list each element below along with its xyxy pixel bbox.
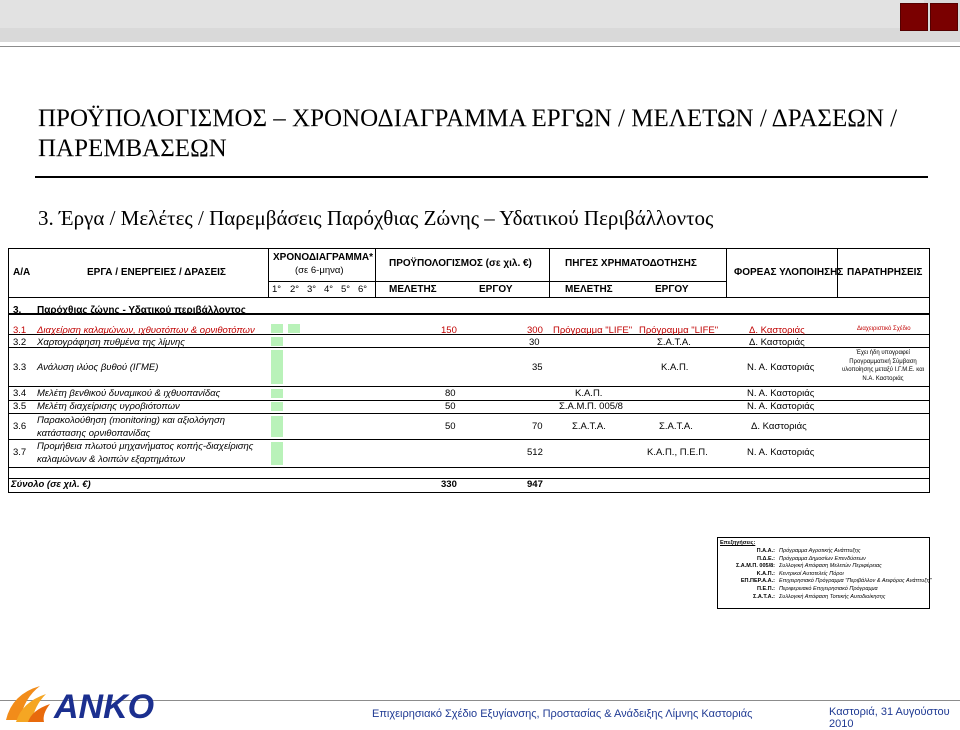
legend-title: Επεξηγήσεις: [720,540,756,546]
row-fund-study: Σ.Α.Τ.Α. [657,337,691,348]
schedule-cell [271,389,283,398]
col-header-funding: ΠΗΓΕΣ ΧΡΗΜΑΤΟΔΟΤΗΣΗΣ [565,258,697,269]
legend-key: Π.Ε.Π.: [756,586,775,592]
legend-item [718,548,929,556]
row-study: 80 [445,388,456,399]
legend-key: Σ.Α.Τ.Α.: [753,593,775,600]
col-header-schedule: ΧΡΟΝΟΔΙΑΓΡΑΜΜΑ* [273,252,373,263]
row-rule [9,478,929,479]
semester-label: 4° [324,284,334,295]
col-header-schedule-unit: (σε 6-μηνα) [295,265,344,276]
col-rule [375,249,376,297]
col-header-aa: Α/Α [13,267,31,278]
row-study: 50 [445,421,456,432]
logo-text: ANKO [54,688,155,726]
row-fund-study: Κ.Α.Π. [661,362,689,373]
header-rule [268,281,726,282]
legend-box [717,537,930,609]
row-label: Παρακολούθηση (monitoring) και αξιολόγηση κατάστασης ορνιθοπανίδας [37,415,226,439]
col-rule [268,249,269,297]
row-fund-study: Πρόγραμμα "LIFE" [553,325,633,336]
row-agency: Δ. Καστοριάς [749,325,805,336]
col-header-budget: ΠΡΟΫΠΟΛΟΓΙΣΜΟΣ (σε χιλ. €) [389,258,532,269]
row-work: 512 [527,447,543,458]
row-fund-study: Σ.Α.Τ.Α. [572,421,606,432]
row-fund-study: Σ.Α.Μ.Π. 005/8 [559,401,623,412]
logo-swoosh-icon [6,686,50,722]
legend-key: Π.Δ.Ε.: [756,555,775,562]
col-header-remarks: ΠΑΡΑΤΗΡΗΣΕΙΣ [847,267,923,278]
row-study: 150 [441,325,457,336]
row-num: 3.1 [13,325,27,336]
total-label: Σύνολο (σε χιλ. €) [11,479,91,490]
semester-label: 6° [358,284,368,295]
decor-square [930,3,958,31]
legend-value: Συλλογική Απόφαση Τοπικής Αυτοδιοίκησης [779,593,886,600]
row-rule [9,386,929,387]
legend-value: Πρόγραμμα Δημοσίων Επενδύσεων [779,555,866,562]
row-agency: Ν. Α. Καστοριάς [747,401,815,412]
schedule-cell [271,442,283,465]
schedule-cell [271,350,283,384]
legend-value: Συλλογική Απόφαση Μελετών Περιφέρειας [779,563,882,570]
header-rule [9,297,929,298]
legend-item [718,578,932,586]
col-header-agency: ΦΟΡΕΑΣ ΥΛΟΠΟΙΗΣΗΣ [734,267,844,278]
legend-key: Π.Α.Α.: [756,548,775,554]
row-agency: Δ. Καστοριάς [749,337,805,348]
row-work: 70 [532,421,543,432]
col-rule [549,249,550,297]
total-study: 330 [441,479,457,490]
row-work: 300 [527,325,543,336]
row-label: Προμήθεια πλωτού μηχανήματος κοπής-διαχείρισης καλαμώνων & λοιπών εξαρτημάτων [37,441,254,465]
schedule-cell [288,324,300,333]
row-label: Μελέτη βενθικού δυναμικού & ιχθυοπανίδας [37,388,221,399]
total-work: 947 [527,479,543,490]
schedule-cell [271,416,283,437]
legend-value: Πρόγραμμα Αγροτικής Ανάπτυξης [779,548,861,554]
row-agency: Ν. Α. Καστοριάς [747,388,815,399]
slide-subtitle: 3. Έργα / Μελέτες / Παρεμβάσεις Παρόχθιας Ζώνης – Υδατικού Περιβάλλοντος [38,206,714,230]
legend-item [718,594,929,602]
semester-label: 2° [290,284,300,295]
row-label: Χαρτογράφηση πυθμένα της λίμνης [37,337,185,348]
col-header-funding-work: ΕΡΓΟΥ [655,284,689,295]
row-rule [9,467,929,468]
semester-label: 3° [307,284,317,295]
legend-key: Σ.Α.Μ.Π. 005/8: [735,563,775,570]
row-label: Διαχείριση καλαμώνων, ιχθυοτόπων & ορνιθοτόπων [37,325,255,336]
schedule-cell [271,324,283,333]
row-num: 3.2 [13,337,27,348]
row-num: 3.7 [13,447,27,458]
row-num: 3.5 [13,401,27,412]
row-remark: Έχει ήδη υπογραφεί Προγραμματική Σύμβαση υλοποίησης μεταξύ Ι.Γ.Μ.Ε. και Ν.Α. Καστοριάς [842,350,924,382]
row-remark: Διαχειριστικό Σχέδιο [857,326,911,332]
footer-caption: Επιχειρησιακό Σχέδιο Εξυγίανσης, Προστασίας & Ανάδειξης Λίμνης Καστοριάς [372,708,753,720]
row-num: 3.3 [13,362,27,373]
top-band-strip [0,0,924,28]
col-rule [726,249,727,297]
legend-item [718,586,929,594]
schedule-cell [271,402,283,411]
col-header-funding-study: ΜΕΛΕΤΗΣ [565,284,613,295]
decor-square [900,3,928,31]
row-num: 3.4 [13,388,27,399]
anko-logo [2,680,192,726]
row-fund-study: Κ.Α.Π. [575,388,603,399]
row-agency: Ν. Α. Καστοριάς [747,447,815,458]
title-underline [35,176,928,178]
row-fund-study: Κ.Α.Π., Π.Ε.Π. [647,447,708,458]
row-study: 50 [445,401,456,412]
slide-title: ΠΡΟΫΠΟΛΟΓΙΣΜΟΣ – ΧΡΟΝΟΔΙΑΓΡΑΜΜΑ ΕΡΓΩΝ / ΜΕΛΕΤΩΝ / ΔΡΑΣΕΩΝ / ΠΑΡΕΜΒΑΣΕΩΝ [38,105,898,162]
col-header-budget-work: ΕΡΓΟΥ [479,284,513,295]
row-fund-work: Πρόγραμμα "LIFE" [639,325,719,336]
semester-label: 1° [272,284,282,295]
row-label: Ανάλυση ιλύος βυθού (ΙΓΜΕ) [37,362,159,373]
row-fund-work: Σ.Α.Τ.Α. [659,421,693,432]
footer-date: Καστοριά, 31 Αυγούστου 2010 [829,706,950,730]
legend-value: Επιχειρησιακό Πρόγραμμα "Περιβάλλον & Αειφόρος Ανάπτυξη" [779,578,932,585]
top-band [0,0,960,42]
schedule-cell [271,337,283,346]
divider [0,46,960,47]
legend-item [718,563,929,571]
legend-value: Περιφερειακό Επιχειρησιακό Πρόγραμμα [779,586,878,592]
legend-key: ΕΠ.ΠΕΡ.Α.Α.: [740,578,775,585]
budget-table [8,248,930,493]
col-header-works: ΕΡΓΑ / ΕΝΕΡΓΕΙΕΣ / ΔΡΑΣΕΙΣ [87,267,226,278]
row-study: 30 [529,337,540,348]
row-agency: Δ. Καστοριάς [751,421,807,432]
row-study: 35 [532,362,543,373]
legend-key: Κ.Α.Π.: [756,570,775,577]
section-label: Παρόχθιας ζώνης - Υδατικού περιβάλλοντος [37,305,246,316]
row-num: 3.6 [13,421,27,432]
section-num: 3. [13,305,22,316]
col-header-budget-study: ΜΕΛΕΤΗΣ [389,284,437,295]
row-label: Μελέτη διαχείρισης υγροβιότοπων [37,401,180,412]
legend-value: Κεντρικοί Αυτοτελείς Πόροι [779,570,844,577]
row-agency: Ν. Α. Καστοριάς [747,362,815,373]
semester-label: 5° [341,284,351,295]
